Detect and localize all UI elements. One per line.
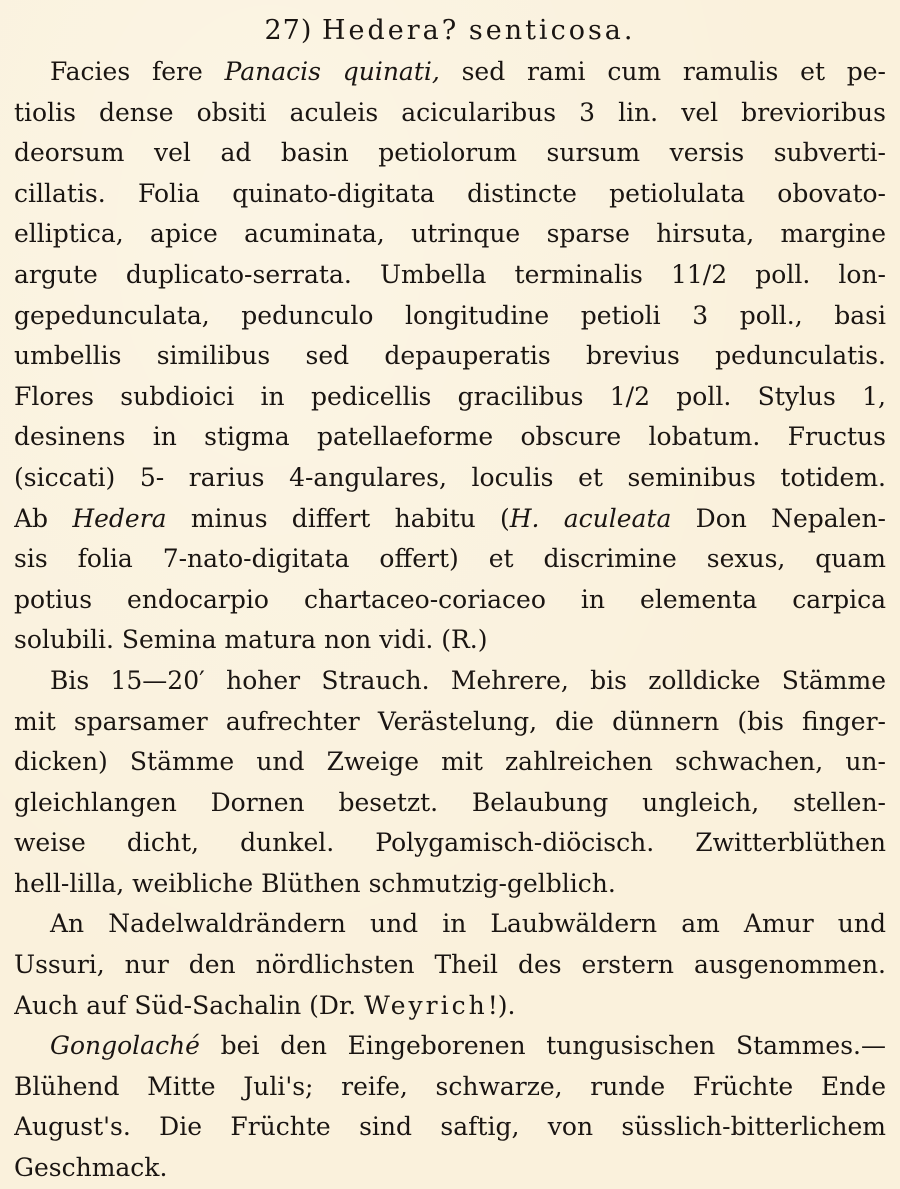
german-description (14, 661, 886, 905)
text-line: hell-lilla, weibliche Blüthen schmutzig-gelblich. (14, 868, 616, 898)
text-line: August's. Die Früchte sind saftig, von süsslich-bitterlichem (14, 1112, 886, 1142)
species-number: 27) (264, 15, 313, 46)
text-line: Auch auf Süd-Sachalin (Dr. Weyrich!). (14, 990, 516, 1020)
text-line: Ussuri, nur den nördlichsten Theil des erstern ausgenommen. (14, 950, 886, 980)
latin-description (14, 52, 886, 661)
taxon-name: Hedera (72, 503, 167, 533)
text-line: potius endocarpio chartaceo-coriaceo in elementa carpica (14, 584, 886, 614)
fraction: 1/2 (609, 381, 650, 411)
text-line: tiolis dense obsiti aculeis acicularibus 3 lin. vel brevioribus (14, 97, 886, 127)
text-line: Ab Hedera minus differt habitu (H. aculeata Don Nepalen- (14, 503, 886, 533)
text-line: solubili. Semina matura non vidi. (R.) (14, 625, 488, 655)
text-line: sis folia 7-nato-digitata offert) et discrimine sexus, quam (14, 544, 886, 574)
fraction: 1/2 (686, 259, 728, 289)
text-line: elliptica, apice acuminata, utrinque sparse hirsuta, margine (14, 219, 886, 249)
text-line: cillatis. Folia quinato-digitata distincte petiolulata obovato- (14, 178, 886, 208)
collector-name: Weyrich (364, 990, 488, 1020)
text-line: mit sparsamer aufrechter Verästelung, die dünnern (bis finger- (14, 706, 886, 736)
text-line: dicken) Stämme und Zweige mit zahlreichen schwachen, un- (14, 747, 886, 777)
species-epithet: senticosa. (468, 15, 636, 46)
vernacular-name: Gongolaché (50, 1031, 200, 1061)
text-line: umbellis similibus sed depauperatis brevius pedunculatis. (14, 341, 886, 371)
text-line: gleichlangen Dornen besetzt. Belaubung ungleich, stellen- (14, 787, 886, 817)
text-line: An Nadelwaldrändern und in Laubwäldern am Amur und (50, 909, 886, 939)
taxon-name: H. aculeata (509, 503, 672, 533)
text-line: gepedunculata, pedunculo longitudine petioli 3 poll., basi (14, 300, 886, 330)
text-line: Geschmack. (14, 1153, 168, 1183)
taxon-name: Panacis quinati, (224, 57, 440, 86)
text-line: weise dicht, dunkel. Polygamisch-diöcisch. Zwitterblüthen (14, 828, 886, 858)
text-line: (siccati) 5- rarius 4-angulares, loculis et seminibus totidem. (14, 462, 886, 492)
text-line: Gongolaché bei den Eingeborenen tungusischen Stammes.— (50, 1031, 886, 1061)
text-line: Facies fere Panacis quinati, sed rami cum ramulis et pe- (50, 57, 886, 86)
genus-name: Hedera? (321, 15, 460, 46)
distribution-paragraph (14, 904, 886, 1026)
text-line: Bis 15—20′ hoher Strauch. Mehrere, bis zolldicke Stämme (50, 665, 886, 695)
text-line: Flores subdioici in pedicellis gracilibus 1/2 poll. Stylus 1, (14, 381, 886, 411)
feet-mark: ′ (199, 665, 205, 695)
text-line: deorsum vel ad basin petiolorum sursum versis subverti- (14, 138, 886, 168)
text-line: Blühend Mitte Juli's; reife, schwarze, runde Früchte Ende (14, 1071, 886, 1101)
vernacular-paragraph (14, 1026, 886, 1188)
text-line: desinens in stigma patellaeforme obscure lobatum. Fructus (14, 422, 886, 452)
species-heading (14, 14, 886, 48)
text-line: argute duplicato-serrata. Umbella terminalis 11/2 poll. lon- (14, 259, 886, 289)
